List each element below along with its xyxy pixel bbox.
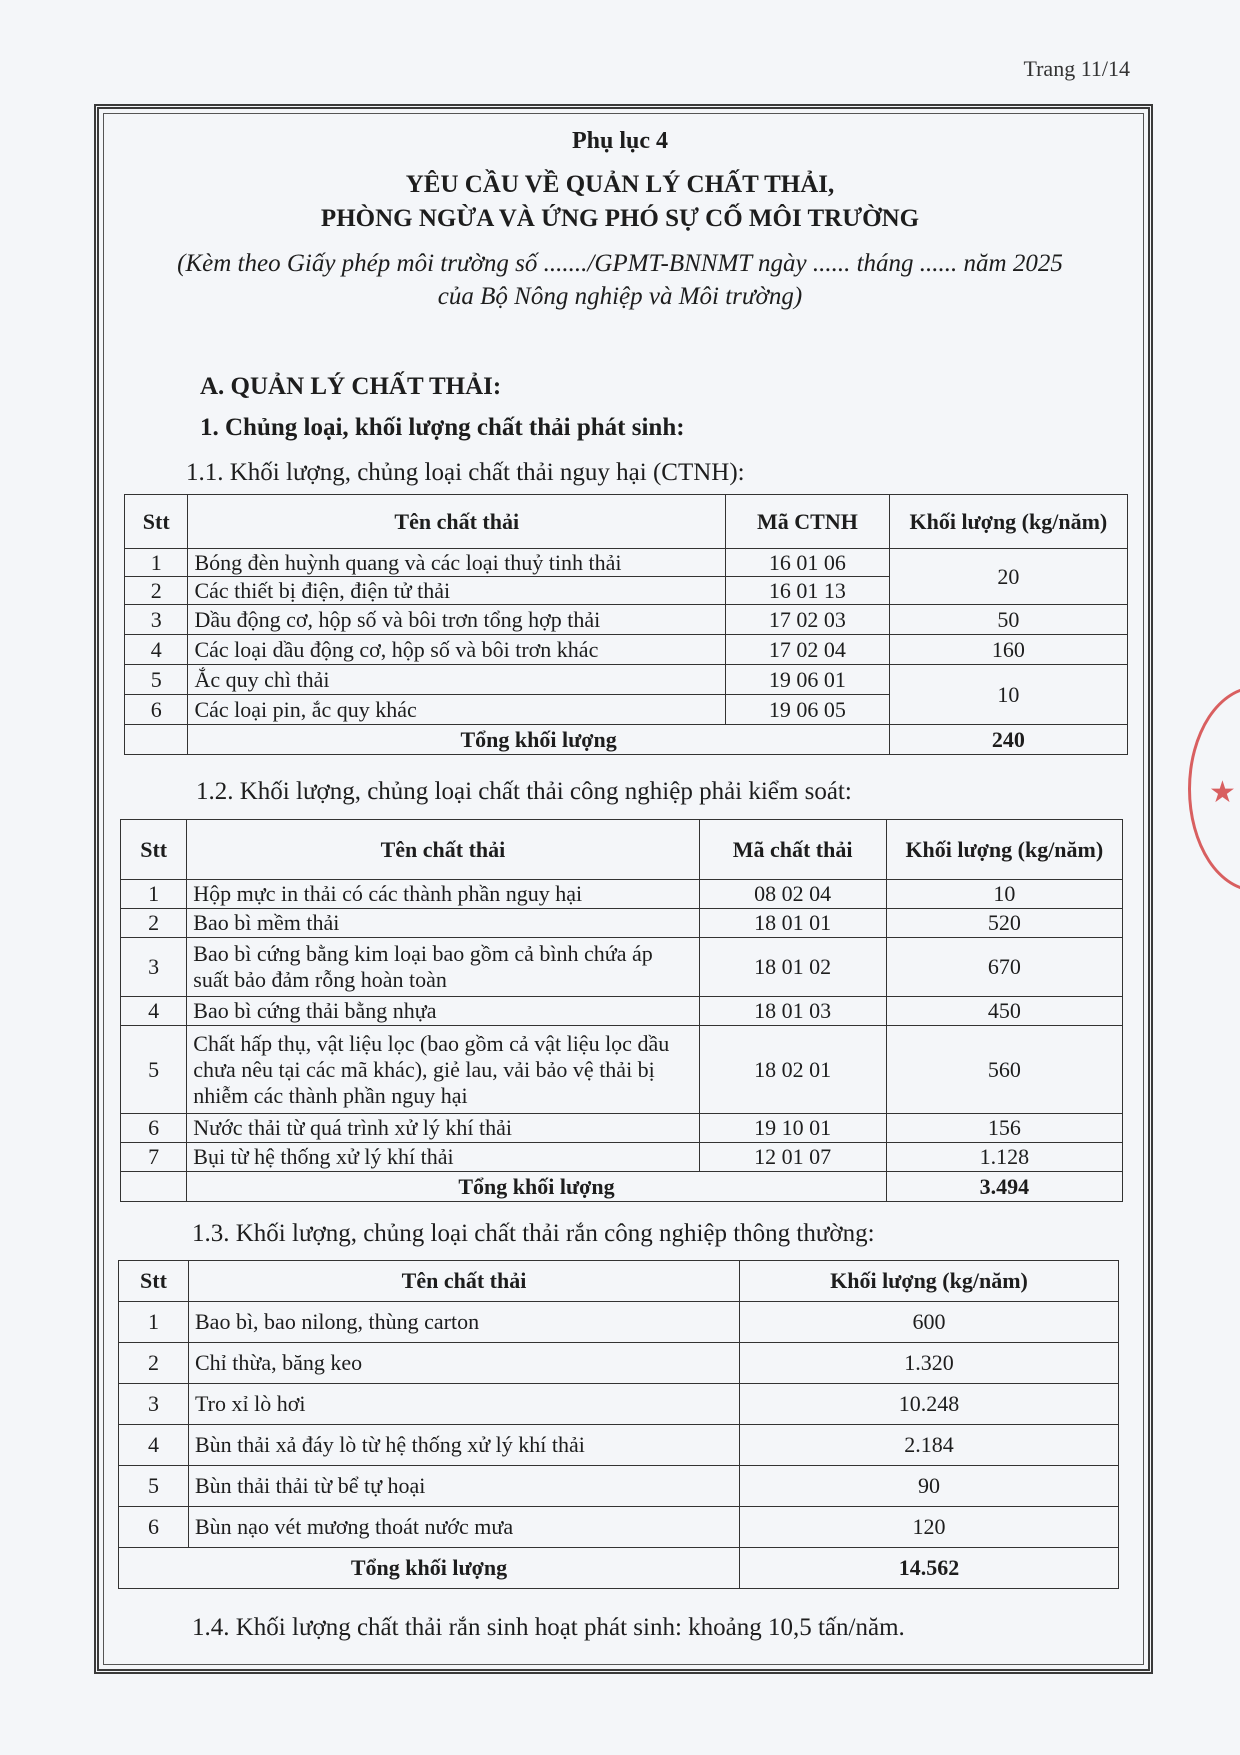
- cell-name: Bao bì mềm thải: [187, 909, 699, 938]
- cell-mass: 2.184: [740, 1425, 1119, 1466]
- cell-name: Ắc quy chì thải: [188, 665, 726, 695]
- cell-code: 18 01 02: [699, 938, 886, 997]
- subtitle-line1: (Kèm theo Giấy phép môi trường số ......./GPMT-BNNMT ngày ...... tháng ...... năm 2025: [177, 250, 1063, 277]
- cell-name: Các thiết bị điện, điện tử thải: [188, 577, 726, 605]
- total-value: 3.494: [886, 1172, 1122, 1202]
- cell-code: 18 01 01: [699, 909, 886, 938]
- cell-mass: 10.248: [740, 1384, 1119, 1425]
- total-label: Tổng khối lượng: [187, 1172, 886, 1202]
- cell-stt: 3: [125, 605, 188, 635]
- cell-stt: 7: [121, 1143, 187, 1172]
- table-row: [121, 1114, 1123, 1143]
- cell-code: 16 01 06: [726, 549, 890, 577]
- cell-stt: 2: [119, 1343, 189, 1384]
- cell-stt: 4: [121, 997, 187, 1026]
- header-code: Mã CTNH: [726, 495, 890, 549]
- cell-mass: 450: [886, 997, 1122, 1026]
- cell-stt: 1: [119, 1302, 189, 1343]
- header-stt: Stt: [119, 1261, 189, 1302]
- cell-mass: 156: [886, 1114, 1122, 1143]
- cell-stt: 6: [121, 1114, 187, 1143]
- table-row: [125, 605, 1128, 635]
- cell-stt: 4: [125, 635, 188, 665]
- cell-stt: 5: [119, 1466, 189, 1507]
- header-code: Mã chất thải: [699, 820, 886, 880]
- cell-stt: 5: [125, 665, 188, 695]
- cell-stt: 6: [125, 695, 188, 725]
- section-1-1-heading: 1.1. Khối lượng, chủng loại chất thải nguy hại (CTNH):: [186, 459, 745, 486]
- cell-code: 16 01 13: [726, 577, 890, 605]
- cell-stt: 4: [119, 1425, 189, 1466]
- stamp-star-icon: ★: [1209, 776, 1236, 809]
- total-row: [125, 725, 1128, 755]
- table-row: [121, 909, 1123, 938]
- cell-code: 19 10 01: [699, 1114, 886, 1143]
- header-mass: Khối lượng (kg/năm): [886, 820, 1122, 880]
- cell-mass: 10: [889, 665, 1127, 725]
- table-row: [125, 549, 1128, 577]
- controlled-industrial-waste-table: [120, 819, 1123, 1202]
- cell-name: Bóng đèn huỳnh quang và các loại thuỷ tinh thải: [188, 549, 726, 577]
- section-1-3-heading: 1.3. Khối lượng, chủng loại chất thải rắn công nghiệp thông thường:: [192, 1220, 875, 1247]
- total-label: Tổng khối lượng: [188, 725, 889, 755]
- cell-mass: 160: [889, 635, 1127, 665]
- cell-code: 19 06 05: [726, 695, 890, 725]
- header-stt: Stt: [125, 495, 188, 549]
- cell-mass: 120: [740, 1507, 1119, 1548]
- main-title-line2: PHÒNG NGỪA VÀ ỨNG PHÓ SỰ CỐ MÔI TRƯỜNG: [320, 205, 920, 232]
- cell-name: Bụi từ hệ thống xử lý khí thải: [187, 1143, 699, 1172]
- table-row: [121, 1143, 1123, 1172]
- cell-name: Chất hấp thụ, vật liệu lọc (bao gồm cả vật liệu lọc dầu chưa nêu tại các mã khác), giẻ lau, vải bảo vệ thải bị nhiễm các thành phần nguy hại: [187, 1026, 699, 1114]
- cell-name: Bùn thải xả đáy lò từ hệ thống xử lý khí thải: [189, 1425, 740, 1466]
- cell-name: Các loại dầu động cơ, hộp số và bôi trơn khác: [188, 635, 726, 665]
- cell-mass: 1.128: [886, 1143, 1122, 1172]
- total-value: 240: [889, 725, 1127, 755]
- table-row: [121, 938, 1123, 997]
- cell-name: Các loại pin, ắc quy khác: [188, 695, 726, 725]
- cell-stt: 3: [121, 938, 187, 997]
- total-row: [119, 1548, 1119, 1589]
- hazardous-waste-table: [124, 494, 1128, 755]
- cell-mass: 90: [740, 1466, 1119, 1507]
- table-row: [119, 1466, 1119, 1507]
- section-a-heading: A. QUẢN LÝ CHẤT THẢI:: [200, 373, 502, 400]
- cell-code: 17 02 03: [726, 605, 890, 635]
- cell-mass: 560: [886, 1026, 1122, 1114]
- table-row: [119, 1507, 1119, 1548]
- cell-mass: 50: [889, 605, 1127, 635]
- section-1-2-heading: 1.2. Khối lượng, chủng loại chất thải công nghiệp phải kiểm soát:: [196, 778, 852, 805]
- table-row: [119, 1384, 1119, 1425]
- main-title-line1: YÊU CẦU VỀ QUẢN LÝ CHẤT THẢI,: [405, 171, 835, 198]
- cell-stt: 6: [119, 1507, 189, 1548]
- cell-code: 18 02 01: [699, 1026, 886, 1114]
- appendix-title: Phụ lục 4: [571, 128, 669, 154]
- header-name: Tên chất thải: [189, 1261, 740, 1302]
- table-row: [119, 1302, 1119, 1343]
- cell-mass: 10: [886, 880, 1122, 909]
- official-stamp: [1188, 686, 1240, 892]
- cell-name: Chỉ thừa, băng keo: [189, 1343, 740, 1384]
- cell-name: Bùn nạo vét mương thoát nước mưa: [189, 1507, 740, 1548]
- ordinary-solid-waste-table: [118, 1260, 1119, 1589]
- subtitle: [0, 247, 1240, 313]
- section-1-heading: 1. Chủng loại, khối lượng chất thải phát sinh:: [200, 414, 685, 441]
- section-1-4-text: 1.4. Khối lượng chất thải rắn sinh hoạt phát sinh: khoảng 10,5 tấn/năm.: [192, 1614, 905, 1641]
- cell-name: Bao bì, bao nilong, thùng carton: [189, 1302, 740, 1343]
- cell-stt: 2: [121, 909, 187, 938]
- total-value: 14.562: [740, 1548, 1119, 1589]
- header-mass: Khối lượng (kg/năm): [740, 1261, 1119, 1302]
- header-name: Tên chất thải: [187, 820, 699, 880]
- cell-name: Bao bì cứng thải bằng nhựa: [187, 997, 699, 1026]
- cell-name: Bùn thải thải từ bể tự hoại: [189, 1466, 740, 1507]
- cell-stt: 3: [119, 1384, 189, 1425]
- main-title: [0, 168, 1240, 236]
- table-row: [125, 665, 1128, 695]
- cell-mass: 1.320: [740, 1343, 1119, 1384]
- table-row: [119, 1343, 1119, 1384]
- cell-mass: 670: [886, 938, 1122, 997]
- cell-stt: 1: [125, 549, 188, 577]
- subtitle-line2: của Bộ Nông nghiệp và Môi trường): [437, 283, 803, 310]
- cell-name: Nước thải từ quá trình xử lý khí thải: [187, 1114, 699, 1143]
- cell-stt: 1: [121, 880, 187, 909]
- header-stt: Stt: [121, 820, 187, 880]
- cell-name: Hộp mực in thải có các thành phần nguy hại: [187, 880, 699, 909]
- table-row: [119, 1425, 1119, 1466]
- cell-mass: 600: [740, 1302, 1119, 1343]
- total-label: Tổng khối lượng: [119, 1548, 740, 1589]
- cell-code: 12 01 07: [699, 1143, 886, 1172]
- cell-mass: 20: [889, 549, 1127, 605]
- table-row: [121, 1026, 1123, 1114]
- cell-stt: 5: [121, 1026, 187, 1114]
- table-row: [121, 880, 1123, 909]
- cell-name: Bao bì cứng bằng kim loại bao gồm cả bình chứa áp suất bảo đảm rỗng hoàn toàn: [187, 938, 699, 997]
- table-row: [121, 997, 1123, 1026]
- cell-code: 08 02 04: [699, 880, 886, 909]
- table-row: [125, 635, 1128, 665]
- cell-mass: 520: [886, 909, 1122, 938]
- header-name: Tên chất thải: [188, 495, 726, 549]
- total-row: [121, 1172, 1123, 1202]
- cell-name: Tro xỉ lò hơi: [189, 1384, 740, 1425]
- cell-code: 18 01 03: [699, 997, 886, 1026]
- cell-code: 19 06 01: [726, 665, 890, 695]
- cell-code: 17 02 04: [726, 635, 890, 665]
- page-number: Trang 11/14: [1023, 56, 1130, 81]
- cell-stt: 2: [125, 577, 188, 605]
- header-mass: Khối lượng (kg/năm): [889, 495, 1127, 549]
- cell-name: Dầu động cơ, hộp số và bôi trơn tổng hợp thải: [188, 605, 726, 635]
